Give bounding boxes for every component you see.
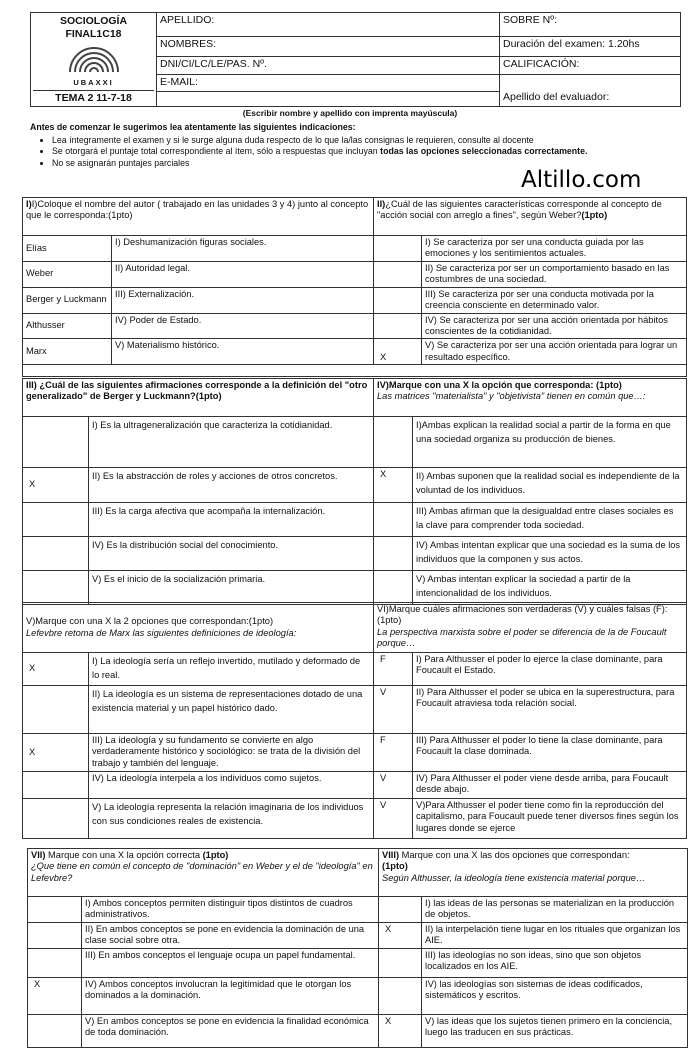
q4-option: I)Ambas explican la realidad social a partir de la forma en que una sociedad organiza su producción de bienes.: [413, 417, 687, 468]
q3-option: V) Es el inicio de la socialización primaria.: [89, 571, 374, 605]
q1-author[interactable]: Althusser: [23, 313, 112, 339]
logo-subject: SOCIOLOGÍA: [59, 15, 128, 27]
q8-option: III) las ideologías no son ideas, sino que son objetos localizados en los AIE.: [422, 948, 688, 977]
q2-mark[interactable]: [374, 236, 422, 262]
q4-option: III) Ambas afirman que la desigualdad entre clases sociales es la clave para comprender toda sociedad.: [413, 503, 687, 537]
q8-mark[interactable]: [379, 948, 422, 977]
q3-mark[interactable]: [23, 537, 89, 571]
q8-option: IV) las ideologías son sistemas de ideas codificados, sistemáticos y escritos.: [422, 977, 688, 1014]
q1-author[interactable]: Elías: [23, 236, 112, 262]
logo-brand: UBAXXI: [73, 78, 114, 88]
q6-mark[interactable]: V: [374, 686, 413, 734]
q1-concept: IV) Poder de Estado.: [112, 313, 374, 339]
nombres-field[interactable]: NOMBRES:: [157, 37, 500, 57]
q8-mark[interactable]: X: [379, 922, 422, 948]
q7-mark[interactable]: [28, 897, 82, 923]
q3-option: IV) Es la distribución social del conocimiento.: [89, 537, 374, 571]
q7-title: VII) Marque con una X la opción correcta (1pto) ¿Que tiene en común el concepto de "dominación" en Weber y el de "ideología" en Lefevbre?: [28, 849, 379, 897]
q7-option: I) Ambos conceptos permiten distinguir tipos distintos de cuadros administrativos.: [82, 897, 379, 923]
q4-mark[interactable]: [374, 417, 413, 468]
q2-option: IV) Se caracteriza por ser una acción orientada por hábitos conscientes de la cotidianidad.: [422, 313, 687, 339]
q4-mark[interactable]: X: [374, 468, 413, 503]
sobre-field[interactable]: SOBRE Nº:: [500, 13, 681, 37]
q6-title: VI)Marque cuáles afirmaciones son verdaderas (V) y cuáles falsas (F):(1pto) La perspectiva marxista sobre el poder se diferencia de la de Foucault porque…: [374, 603, 687, 653]
q5-title: V)Marque con una X la 2 opciones que correspondan:(1pto) Lefevbre retoma de Marx las siguientes definiciones de ideología:: [23, 603, 374, 653]
q2-option: III) Se caracteriza por ser una conducta motivada por la creencia consciente en determinado valor.: [422, 287, 687, 313]
q5-option: IV) La ideología interpela a los individuos como sujetos.: [89, 772, 374, 799]
q7-option: IV) Ambos conceptos involucran la legitimidad que le otorgan los dominados a la dominación.: [82, 977, 379, 1014]
q4-option: II) Ambas suponen que la realidad social es independiente de la voluntad de los individuos.: [413, 468, 687, 503]
q8-mark[interactable]: [379, 897, 422, 923]
instruction-item: • Lea íntegramente el examen y si le surge alguna duda respecto de lo que la/las consignas le requieren, consulte al docente: [52, 135, 680, 146]
q6-option: III) Para Althusser el poder lo tiene la clase dominante, para Foucault la clase dominada.: [413, 734, 687, 772]
q4-title: IV)Marque con una X la opción que corresponda: (1pto) Las matrices "materialista" y "objetivista" tienen en común que…:: [374, 379, 687, 417]
q6-mark[interactable]: F: [374, 653, 413, 686]
q5-option: I) La ideología sería un reflejo invertido, mutilado y deformado de lo real.: [89, 653, 374, 686]
q7-mark[interactable]: [28, 922, 82, 948]
q5-mark[interactable]: [23, 799, 89, 839]
q6-mark[interactable]: V: [374, 772, 413, 799]
ubaxxi-arc-icon: [66, 44, 122, 74]
q1-author[interactable]: Marx: [23, 339, 112, 365]
q6-mark[interactable]: V: [374, 799, 413, 839]
q6-option: I) Para Althusser el poder lo ejerce la clase dominante, para Foucault el Estado.: [413, 653, 687, 686]
q1-author[interactable]: Weber: [23, 261, 112, 287]
q3-mark[interactable]: [23, 417, 89, 468]
q4-mark[interactable]: [374, 537, 413, 571]
block-q5-q6: [22, 602, 686, 839]
q7-mark[interactable]: [28, 1014, 82, 1047]
q5-mark[interactable]: X: [23, 653, 89, 686]
altillo-watermark: Altillo.com: [521, 167, 642, 193]
block-spacer: [23, 365, 687, 377]
q3-option: I) Es la ultrageneralización que caracteriza la cotidianidad.: [89, 417, 374, 468]
q3-mark[interactable]: [23, 503, 89, 537]
email-field[interactable]: E-MAIL:: [157, 75, 500, 107]
q3-option: II) Es la abstracción de roles y acciones de otros concretos.: [89, 468, 374, 503]
caption-note: (Escribir nombre y apellido con imprenta mayúscula): [242, 108, 458, 118]
dni-field[interactable]: DNI/CI/LC/LE/PAS. Nº.: [157, 57, 500, 75]
q8-title: VIII) Marque con una X las dos opciones que correspondan: (1pto) Según Althusser, la ideología tiene existencia material porque…: [379, 849, 688, 897]
q1-title: I)I)Coloque el nombre del autor ( trabajado en las unidades 3 y 4) junto al concepto que le corresponda:(1pto): [23, 198, 374, 236]
exam-header: [30, 12, 680, 106]
q2-title: II)¿Cuál de las siguientes características corresponde al concepto de "acción social con arreglo a fines", según Weber?(1pto): [374, 198, 687, 236]
block-q3-q4: [22, 378, 686, 605]
q7-mark[interactable]: X: [28, 977, 82, 1014]
q3-mark[interactable]: X: [23, 468, 89, 503]
duracion-label: Duración del examen: 1.20hs: [500, 37, 681, 57]
logo-exam: FINAL1C18: [65, 27, 122, 40]
q5-mark[interactable]: [23, 772, 89, 799]
q2-mark[interactable]: [374, 261, 422, 287]
q3-title: III) ¿Cuál de las siguientes afirmaciones corresponde a la definición del "otro generalizado" de Berger y Luckmann?(1pto): [23, 379, 374, 417]
q8-option: V) las ideas que los sujetos tienen primero en la conciencia, luego las traducen en sus prácticas.: [422, 1014, 688, 1047]
q2-option: V) Se caracteriza por ser una acción orientada para lograr un resultado específico.: [422, 339, 687, 365]
block-q7-q8: [27, 848, 687, 1048]
q2-mark[interactable]: [374, 313, 422, 339]
q7-mark[interactable]: [28, 948, 82, 977]
instruction-item: • No se asignarán puntajes parciales: [52, 158, 680, 169]
q5-option: II) La ideología es un sistema de representaciones dotado de una existencia material y un papel histórico dado.: [89, 686, 374, 734]
q5-option: V) La ideología representa la relación imaginaria de los individuos con sus condiciones reales de existencia.: [89, 799, 374, 839]
evaluador-field[interactable]: Apellido del evaluador:: [500, 75, 681, 107]
q2-option: II) Se caracteriza por ser un comportamiento basado en las costumbres de una sociedad.: [422, 261, 687, 287]
q4-mark[interactable]: [374, 503, 413, 537]
q7-option: II) En ambos conceptos se pone en evidencia la dominación de una clase social sobre otra.: [82, 922, 379, 948]
q1-concept: III) Externalización.: [112, 287, 374, 313]
q8-mark[interactable]: X: [379, 1014, 422, 1047]
q2-mark[interactable]: X: [374, 339, 422, 365]
q3-option: III) Es la carga afectiva que acompaña la internalización.: [89, 503, 374, 537]
block-q1-q2: [22, 197, 686, 377]
apellido-field[interactable]: APELLIDO:: [157, 13, 500, 37]
q5-mark[interactable]: X: [23, 734, 89, 772]
q6-mark[interactable]: F: [374, 734, 413, 772]
q6-option: II) Para Althusser el poder se ubica en la superestructura, para Foucault atraviesa toda relación social.: [413, 686, 687, 734]
q4-option: IV) Ambas intentan explicar que una sociedad es la suma de los individuos que la componen y sus actos.: [413, 537, 687, 571]
q2-option: I) Se caracteriza por ser una conducta guiada por las emociones y los sentimientos actuales.: [422, 236, 687, 262]
ubaxxi-logo-block: [31, 13, 157, 107]
q7-option: III) En ambos conceptos el lenguaje ocupa un papel fundamental.: [82, 948, 379, 977]
instruction-item: • Se otorgará el puntaje total correspondiente al ítem, sólo a respuestas que incluyan todas las opciones seleccionadas correctamente.: [52, 146, 680, 157]
q4-option: V) Ambas intentan explicar la sociedad a partir de la intencionalidad de los individuos.: [413, 571, 687, 605]
instructions-intro: Antes de comenzar le sugerimos lea atentamente las siguientes indicaciones:: [30, 122, 356, 132]
calificacion-field[interactable]: CALIFICACIÓN:: [500, 57, 681, 75]
q8-option: I) las ideas de las personas se materializan en la producción de objetos.: [422, 897, 688, 923]
q1-concept: I) Deshumanización figuras sociales.: [112, 236, 374, 262]
q8-mark[interactable]: [379, 977, 422, 1014]
q5-mark[interactable]: [23, 686, 89, 734]
q1-concept: II) Autoridad legal.: [112, 261, 374, 287]
logo-tema: TEMA 2 11-7-18: [33, 90, 154, 105]
q3-mark[interactable]: [23, 571, 89, 605]
q2-mark[interactable]: [374, 287, 422, 313]
q6-option: V)Para Althusser el poder tiene como fin la reproducción del capitalismo, para Foucault puede tener diversos fines según los lugares donde se ejerce: [413, 799, 687, 839]
q1-concept: V) Materialismo histórico.: [112, 339, 374, 365]
instructions: [30, 122, 680, 170]
q6-option: IV) Para Althusser el poder viene desde arriba, para Foucault desde abajo.: [413, 772, 687, 799]
q4-mark[interactable]: [374, 571, 413, 605]
q7-option: V) En ambos conceptos se pone en evidencia la finalidad económica de toda dominación.: [82, 1014, 379, 1047]
q5-option: III) La ideología y su fundamento se convierte en algo verdaderamente histórico y sociológico: se trata de la división del trabajo y también del lenguaje.: [89, 734, 374, 772]
q8-option: II) la interpelación tiene lugar en los rituales que organizan los AIE.: [422, 922, 688, 948]
q1-author[interactable]: Berger y Luckmann: [23, 287, 112, 313]
